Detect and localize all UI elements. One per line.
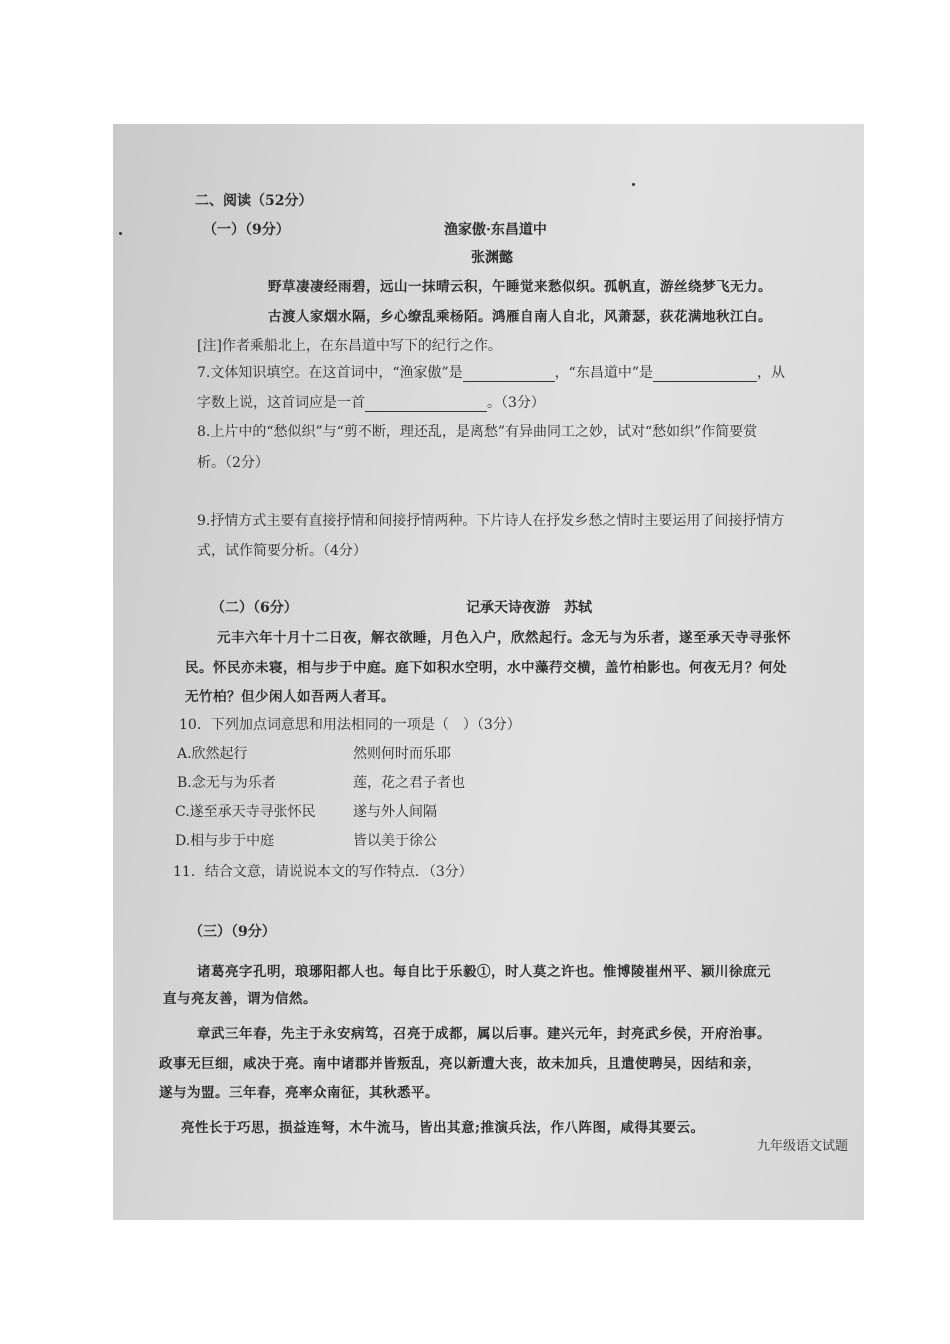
passage-line: 遂与为盟。三年春，亮率众南征，其秋悉平。 — [159, 1085, 439, 1101]
scan-speck — [632, 183, 635, 186]
question-11: 11．结合文意，请说说本文的写作特点．（3分） — [173, 864, 473, 880]
question-10: 10．下列加点词意思和用法相同的一项是（ ）（3分） — [179, 717, 521, 733]
part2-label: （二）（6分） — [211, 600, 298, 616]
question-9-line1: 9.抒情方式主要有直接抒情和间接抒情两种。下片诗人在抒发乡愁之情时主要运用了间接抒情方 — [197, 513, 785, 529]
essay-line: 元丰六年十月十二日夜，解衣欲睡，月色入户，欣然起行。念无与为乐者，遂至承天寺寻张怀 — [217, 630, 791, 646]
option-d-right: 皆以美于徐公 — [353, 833, 437, 849]
answer-blank[interactable] — [653, 367, 757, 382]
question-8-line1: 8.上片中的“愁似织”与“剪不断，理还乱，是离愁”有异曲同工之妙，试对“愁如织”作简要赏 — [197, 424, 758, 440]
essay-title: 记承天诗夜游 苏轼 — [466, 600, 592, 616]
option-c-right: 遂与外人间隔 — [353, 804, 437, 820]
answer-blank[interactable] — [463, 367, 555, 382]
question-7-line1: 7.文体知识填空。在这首词中，“渔家傲”是 ，“东昌道中”是 ，从 — [197, 365, 785, 381]
question-9-line2: 式，试作简要分析。（4分） — [197, 543, 367, 559]
option-c-left: C.遂至承天寺寻张怀民 — [175, 804, 316, 820]
option-d-left: D.相与步于中庭 — [175, 833, 275, 849]
passage-line: 章武三年春，先主于永安病笃，召亮于成都，属以后事。建兴元年，封亮武乡侯，开府治事。 — [197, 1026, 771, 1042]
essay-line: 无竹柏？但少闲人如吾两人者耳。 — [185, 689, 395, 705]
passage-line: 亮性长于巧思，损益连弩，木牛流马，皆出其意;推演兵法，作八阵图，咸得其要云。 — [181, 1120, 705, 1136]
option-b-left: B.念无与为乐者 — [177, 775, 276, 791]
scanned-exam-page — [113, 124, 864, 1220]
passage-line: 政事无巨细，咸决于亮。南中诸郡并皆叛乱，亮以新遭大丧，故未加兵，且遣使聘吴，因结和亲， — [159, 1056, 761, 1072]
poem-author: 张渊懿 — [471, 250, 513, 266]
part1-label: （一）（9分） — [203, 222, 290, 238]
passage-line: 直与亮友善，谓为信然。 — [163, 991, 317, 1007]
essay-line: 民。怀民亦未寝，相与步于中庭。庭下如积水空明，水中藻荇交横，盖竹柏影也。何夜无月？何处 — [185, 660, 787, 676]
part3-label: （三）（9分） — [189, 924, 276, 940]
option-b-right: 莲，花之君子者也 — [353, 775, 465, 791]
poem-line: 野草凄凄经雨碧，远山一抹晴云积，午睡觉来愁似织。孤帆直，游丝绕梦飞无力。 — [268, 279, 772, 295]
poem-note: [注]作者乘船北上，在东昌道中写下的纪行之作。 — [197, 338, 502, 354]
question-8-line2: 析。（2分） — [197, 455, 269, 471]
option-a-right: 然则何时而乐耶 — [353, 746, 451, 762]
option-a-left: A.欣然起行 — [177, 746, 248, 762]
section-title: 二、阅读（52分） — [195, 193, 313, 209]
question-7-line2: 字数上说，这首词应是一首 。（3分） — [197, 395, 545, 411]
scan-speck — [119, 232, 122, 235]
answer-blank[interactable] — [365, 397, 487, 412]
passage-line: 诸葛亮字孔明，琅琊阳都人也。每自比于乐毅①，时人莫之许也。惟博陵崔州平、颍川徐庶元 — [197, 964, 771, 980]
page-footer: 九年级语文试题 — [756, 1139, 848, 1154]
poem-line: 古渡人家烟水隔，乡心缭乱乘杨陌。鸿雁自南人自北，风萧瑟，荻花满地秋江白。 — [268, 309, 772, 325]
poem-title: 渔家傲·东昌道中 — [444, 222, 547, 238]
